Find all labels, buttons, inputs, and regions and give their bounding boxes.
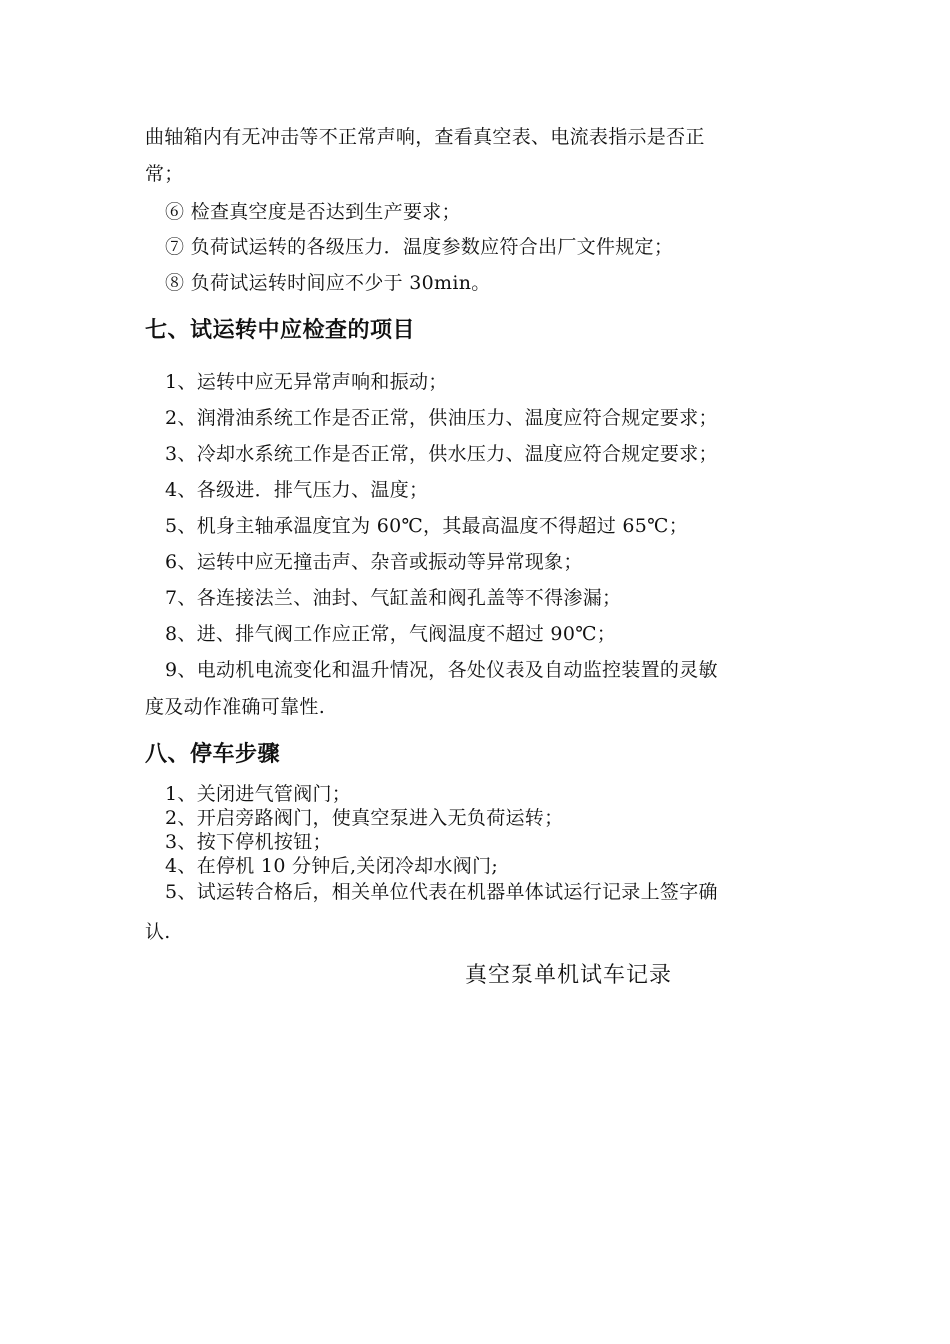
section8-item: 4、在停机 10 分钟后,关闭冷却水阀门; (165, 855, 499, 877)
section7-item: 8、进、排气阀工作应正常，气阀温度不超过 90℃； (165, 623, 617, 645)
section8-item: 2、开启旁路阀门，使真空泵进入无负荷运转； (165, 807, 564, 829)
section7-item: 9、电动机电流变化和温升情况，各处仪表及自动监控装置的灵敏 (165, 659, 718, 681)
section8-heading: 八、停车步骤 (145, 742, 281, 767)
intro-line-2: 常； (145, 163, 184, 185)
intro-item-6: ⑥ 检查真空度是否达到生产要求； (165, 201, 461, 223)
section7-item: 2、润滑油系统工作是否正常，供油压力、温度应符合规定要求； (165, 407, 718, 429)
section7-item: 4、各级进．排气压力、温度； (165, 479, 429, 501)
section7-item: 5、机身主轴承温度宜为 60℃，其最高温度不得超过 65℃； (165, 515, 689, 537)
intro-line-1: 曲轴箱内有无冲击等不正常声响，查看真空表、电流表指示是否正 (145, 126, 705, 148)
record-title: 真空泵单机试车记录 (465, 963, 673, 988)
section7-item-9-continued: 度及动作准确可靠性. (145, 696, 326, 718)
section8-item-5-continued: 认. (145, 921, 171, 943)
intro-item-8: ⑧ 负荷试运转时间应不少于 30min。 (165, 272, 491, 294)
section7-item: 3、冷却水系统工作是否正常，供水压力、温度应符合规定要求； (165, 443, 718, 465)
section7-item: 7、各连接法兰、油封、气缸盖和阀孔盖等不得渗漏； (165, 587, 622, 609)
section7-item: 6、运转中应无撞击声、杂音或振动等异常现象； (165, 551, 583, 573)
section8-item: 5、试运转合格后，相关单位代表在机器单体试运行记录上签字确 (165, 881, 718, 903)
section8-item: 1、关闭进气管阀门； (165, 783, 352, 805)
section7-item: 1、运转中应无异常声响和振动； (165, 371, 448, 393)
intro-item-7: ⑦ 负荷试运转的各级压力．温度参数应符合出厂文件规定； (165, 236, 674, 258)
section8-item: 3、按下停机按钮； (165, 831, 332, 853)
section7-heading: 七、试运转中应检查的项目 (145, 318, 416, 343)
